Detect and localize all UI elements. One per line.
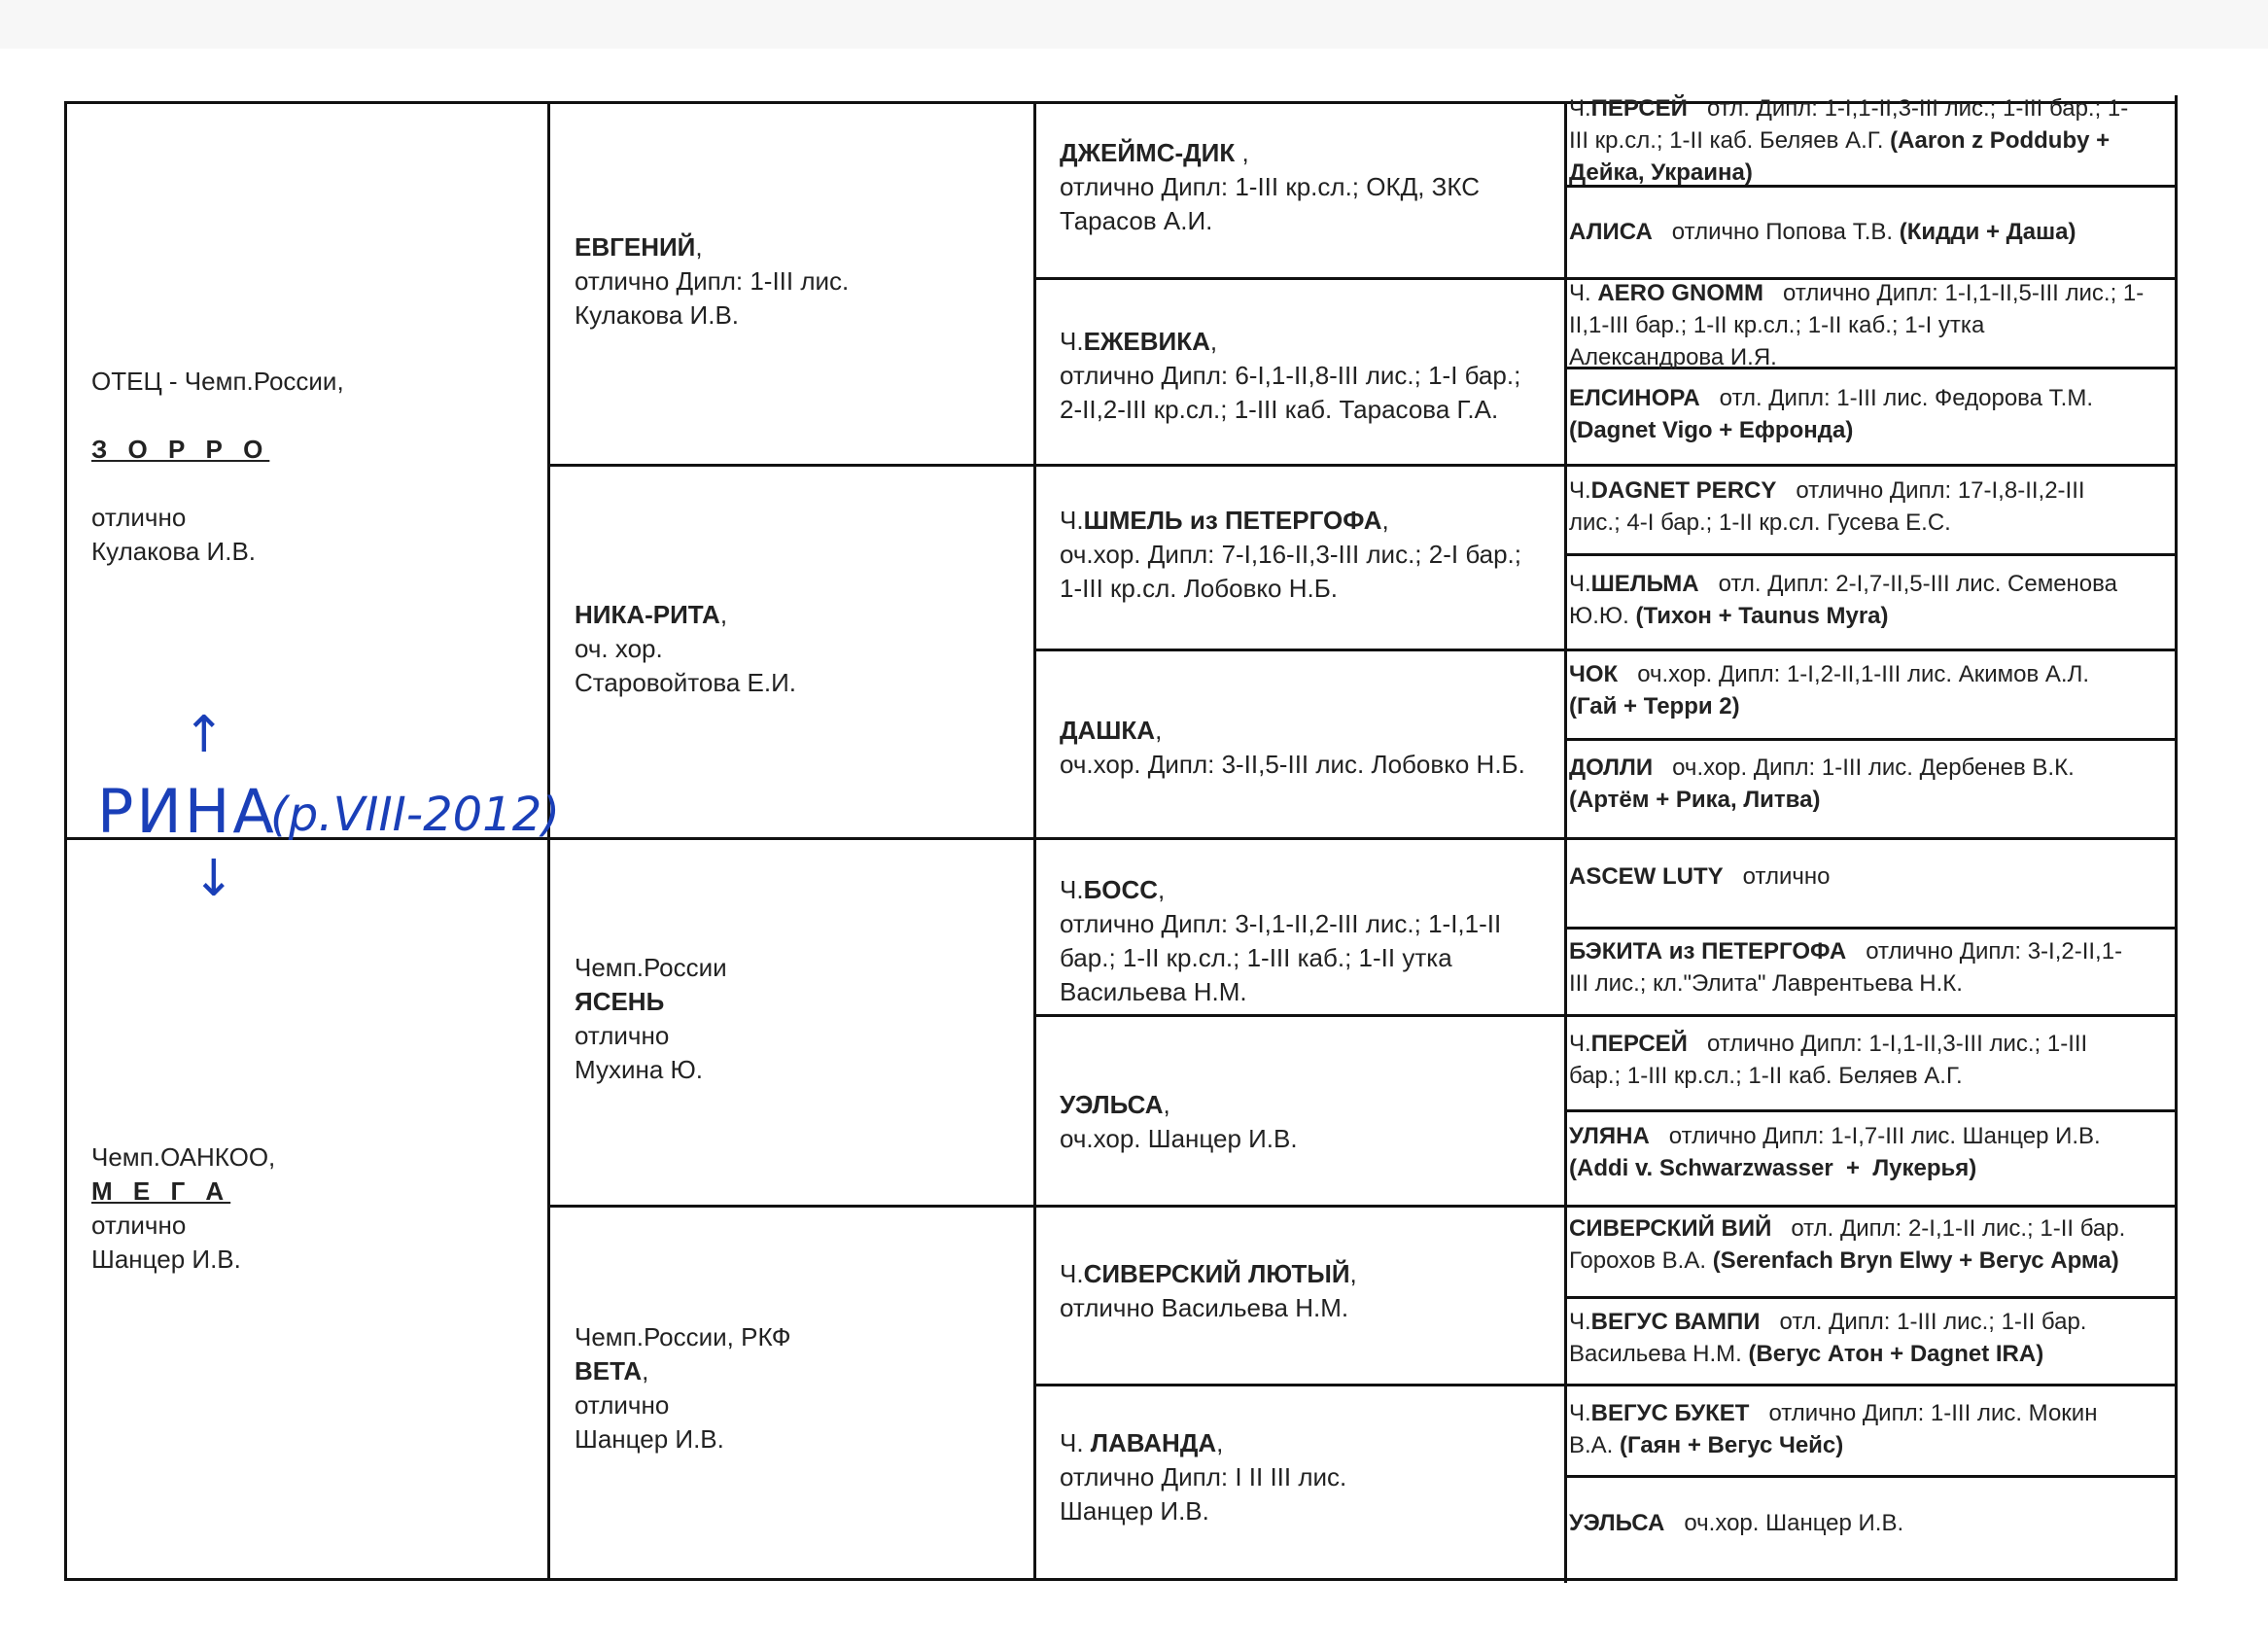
gen3-line: отлично Дипл: 3-I,1-II,2-III лис.; 1-I,1-II [1060, 909, 1502, 938]
gen4-line: ASCEW LUTY отлично [1569, 863, 1831, 890]
gen2-line: Мухина Ю. [575, 1055, 704, 1084]
gen2-line: отлично [575, 1390, 670, 1420]
gen3-entry: ДЖЕЙМС-ДИК , отлично Дипл: 1-III кр.сл.; ОКД, ЗКС Тарасов А.И. [1060, 136, 1480, 238]
gen4-line: лис.; 4-I бар.; 1-II кр.сл. Гусева Е.С. [1569, 509, 1951, 536]
gen4-line: Ч.ВЕГУС ВАМПИ отл. Дипл: 1-III лис.; 1-II бар. [1569, 1309, 2087, 1335]
gen3-entry: Ч.СИВЕРСКИЙ ЛЮТЫЙ, отлично Васильева Н.М. [1060, 1257, 1357, 1325]
gen4-entry [1569, 658, 2089, 722]
gen2-line: Кулакова И.В. [575, 300, 740, 330]
sire-name: З О Р Р О [91, 435, 270, 464]
gen3-name: ЛАВАНДА [1090, 1428, 1217, 1457]
gen3-line: бар.; 1-II кр.сл.; 1-III каб.; 1-II утка [1060, 943, 1452, 972]
gen4-line: III кр.сл.; 1-II каб. Беляев А.Г. (Aaron z Podduby + [1569, 127, 2111, 154]
gen4-entry [1569, 1028, 2087, 1092]
gen2-name: НИКА-РИТА [575, 600, 720, 629]
gen4-line: (Гай + Терри 2) [1569, 693, 1740, 719]
gen4-entry [1569, 92, 2128, 189]
gen3-entry: Ч.ЕЖЕВИКА, отлично Дипл: 6-I,1-II,8-III лис.; 1-I бар.; 2-II,2-III кр.сл.; 1-III каб. Тарасова Г.А. [1060, 325, 1520, 427]
gen3-name: УЭЛЬСА [1060, 1090, 1164, 1119]
dam-grade: отлично [91, 1210, 187, 1240]
gen3-line: Васильева Н.М. [1060, 977, 1247, 1006]
gen4-line: III лис.; кл."Элита" Лаврентьева Н.К. [1569, 970, 1963, 997]
gen4-line: бар.; 1-III кр.сл.; 1-II каб. Беляев А.Г. [1569, 1063, 1963, 1089]
gen4-entry [1569, 216, 2076, 248]
gen4-line: ДОЛЛИ оч.хор. Дипл: 1-III лис. Дербенев В.К. [1569, 754, 2075, 781]
gen3-line: отлично Дипл: 6-I,1-II,8-III лис.; 1-I бар.; [1060, 361, 1521, 390]
gen4-entry [1569, 752, 2075, 816]
gen3-name: ДЖЕЙМС-ДИК [1060, 138, 1236, 167]
gen2-entry-4: Чемп.России, РКФ ВЕТА, отлично Шанцер И.В. [575, 1320, 791, 1456]
gen3-entry: Ч.БОСС, отлично Дипл: 3-I,1-II,2-III лис.; 1-I,1-II бар.; 1-II кр.сл.; 1-III каб.; 1-II утка Васильева Н.М. [1060, 873, 1501, 1009]
gen4-entry [1569, 1306, 2086, 1370]
gen4-line: Ч. AERO GNOMM отлично Дипл: 1-I,1-II,5-III лис.; 1- [1569, 280, 2145, 306]
gen3-entry: Ч. ЛАВАНДА, отлично Дипл: I II III лис. Шанцер И.В. [1060, 1426, 1346, 1528]
gen3-name: ЕЖЕВИКА [1083, 327, 1210, 356]
gen3-line: оч.хор. Дипл: 7-I,16-II,3-III лис.; 2-I бар.; [1060, 540, 1521, 569]
gen3-line: оч.хор. Шанцер И.В. [1060, 1124, 1298, 1153]
gen3-entry: ДАШКА, оч.хор. Дипл: 3-II,5-III лис. Лобовко Н.Б. [1060, 714, 1525, 782]
gen3-line: оч.хор. Дипл: 3-II,5-III лис. Лобовко Н.Б. [1060, 750, 1525, 779]
gen4-line: (Dagnet Vigo + Ефронда) [1569, 417, 1854, 443]
gen3-line: 1-III кр.сл. Лобовко Н.Б. [1060, 574, 1339, 603]
gen3-name: СИВЕРСКИЙ ЛЮТЫЙ [1083, 1259, 1350, 1288]
gen4-line: УЛЯНА отлично Дипл: 1-I,7-III лис. Шанцер И.В. [1569, 1123, 2101, 1149]
gen3-line: Тарасов А.И. [1060, 206, 1213, 235]
gen4-line: УЭЛЬСА оч.хор. Шанцер И.В. [1569, 1510, 1904, 1536]
handwritten-arrow-down: ↓ [192, 850, 235, 908]
handwritten-puppy-name: РИНА [97, 776, 277, 847]
gen4-line: ЕЛСИНОРА отл. Дипл: 1-III лис. Федорова Т.М. [1569, 385, 2093, 411]
gen2-name: ЕВГЕНИЙ [575, 232, 696, 262]
gen4-line: (Addi v. Schwarzwasser + Лукерья) [1569, 1155, 1977, 1181]
gen3-line: отлично Дипл: I II III лис. [1060, 1462, 1347, 1491]
gen2-entry-2: НИКА-РИТА, оч. хор. Старовойтова Е.И. [575, 598, 796, 700]
gen3-entry: УЭЛЬСА, оч.хор. Шанцер И.В. [1060, 1088, 1298, 1156]
gen3-name: БОСС [1083, 875, 1159, 904]
sire-grade: отлично [91, 503, 187, 532]
gen4-right-border [2175, 95, 2178, 1571]
gen2-entry-3 [575, 951, 727, 1087]
gen4-line: БЭКИТА из ПЕТЕРГОФА отлично Дипл: 3-I,2-II,1- [1569, 938, 2123, 965]
gen3-name: ДАШКА [1060, 716, 1156, 745]
gen4-line: Васильева Н.М. (Вегус Атон + Dagnet IRA) [1569, 1341, 2044, 1367]
gen2-name: ВЕТА [575, 1356, 643, 1386]
gen4-entry [1569, 1507, 1903, 1539]
gen3-entry: Ч.ШМЕЛЬ из ПЕТЕРГОФА, оч.хор. Дипл: 7-I,16-II,3-III лис.; 2-I бар.; 1-III кр.сл. Лобовко Н.Б. [1060, 504, 1521, 606]
gen4-entry [1569, 568, 2117, 632]
gen2-line: оч. хор. [575, 634, 663, 663]
gen4-entry [1569, 474, 2085, 539]
gen2-line: отлично [575, 1021, 670, 1050]
gen3-line: отлично Дипл: 1-III кр.сл.; ОКД, ЗКС [1060, 172, 1481, 201]
dam-info [91, 1140, 275, 1277]
scan-top-edge [0, 0, 2268, 49]
handwritten-arrow-up: ↑ [183, 706, 226, 764]
gen4-line: Дейка, Украина) [1569, 159, 1753, 186]
gen4-line: Ч.ПЕРСЕЙ отлично Дипл: 1-I,1-II,3-III лис.; 1-III [1569, 1031, 2088, 1057]
gen4-line: Александрова И.Я. [1569, 344, 1777, 370]
gen4-line: II,1-III бар.; 1-II кр.сл.; 1-II каб.; 1-I утка [1569, 312, 1985, 338]
gen4-entry [1569, 277, 2144, 373]
gen3-name: ШМЕЛЬ из ПЕТЕРГОФА [1083, 506, 1382, 535]
sire-info [91, 365, 344, 569]
gen2-prefix: Чемп.России [575, 953, 727, 982]
gen4-entry [1569, 1212, 2125, 1277]
gen4-line: Ч.ШЕЛЬМА отл. Дипл: 2-I,7-II,5-III лис. Семенова [1569, 571, 2117, 597]
gen4-line: В.А. (Гаян + Вегус Чейс) [1569, 1432, 1844, 1458]
gen4-entry [1569, 1397, 2097, 1461]
gen4-line: ЧОК оч.хор. Дипл: 1-I,2-II,1-III лис. Акимов А.Л. [1569, 661, 2089, 687]
gen2-line: Шанцер И.В. [575, 1424, 724, 1454]
gen4-line: Ч.ПЕРСЕЙ отл. Дипл: 1-I,1-II,3-III лис.; 1-III бар.; 1- [1569, 95, 2129, 122]
gen4-line: СИВЕРСКИЙ ВИЙ отл. Дипл: 2-I,1-II лис.; 1-II бар. [1569, 1215, 2126, 1242]
gen4-line: Ч.ВЕГУС БУКЕТ отлично Дипл: 1-III лис. Мокин [1569, 1400, 2098, 1426]
gen4-line: АЛИСА отлично Попова Т.В. (Кидди + Даша) [1569, 219, 2076, 245]
dam-name: М Е Г А [91, 1176, 231, 1206]
gen2-prefix: Чемп.России, РКФ [575, 1322, 791, 1351]
gen3-line: 2-II,2-III кр.сл.; 1-III каб. Тарасова Г.А. [1060, 395, 1499, 424]
gen3-line: Шанцер И.В. [1060, 1496, 1209, 1526]
gen4-entry [1569, 935, 2122, 1000]
dam-title: Чемп.ОАНКОО, [91, 1142, 276, 1172]
gen2-name: ЯСЕНЬ [575, 987, 665, 1016]
gen4-entry [1569, 860, 1830, 893]
gen4-entry [1569, 1120, 2101, 1184]
gen4-line: Горохов В.А. (Serenfach Bryn Elwy + Вегус Арма) [1569, 1247, 2119, 1274]
gen2-entry-1: ЕВГЕНИЙ, отлично Дипл: 1-III лис. Кулакова И.В. [575, 230, 849, 333]
sire-title: ОТЕЦ - Чемп.России, [91, 367, 344, 396]
handwritten-birth-note: (р.VIII-2012) [270, 788, 560, 842]
gen2-line: Старовойтова Е.И. [575, 668, 797, 697]
dam-owner: Шанцер И.В. [91, 1245, 241, 1274]
gen4-line: Ч.DAGNET PERCY отлично Дипл: 17-I,8-II,2-III [1569, 477, 2085, 504]
gen4-line: Ю.Ю. (Тихон + Taunus Myra) [1569, 603, 1889, 629]
gen4-entry [1569, 382, 2093, 446]
gen2-line: отлично Дипл: 1-III лис. [575, 266, 850, 296]
sire-owner: Кулакова И.В. [91, 537, 257, 566]
gen3-line: отлично Васильева Н.М. [1060, 1293, 1349, 1322]
gen4-line: (Артём + Рика, Литва) [1569, 787, 1821, 813]
